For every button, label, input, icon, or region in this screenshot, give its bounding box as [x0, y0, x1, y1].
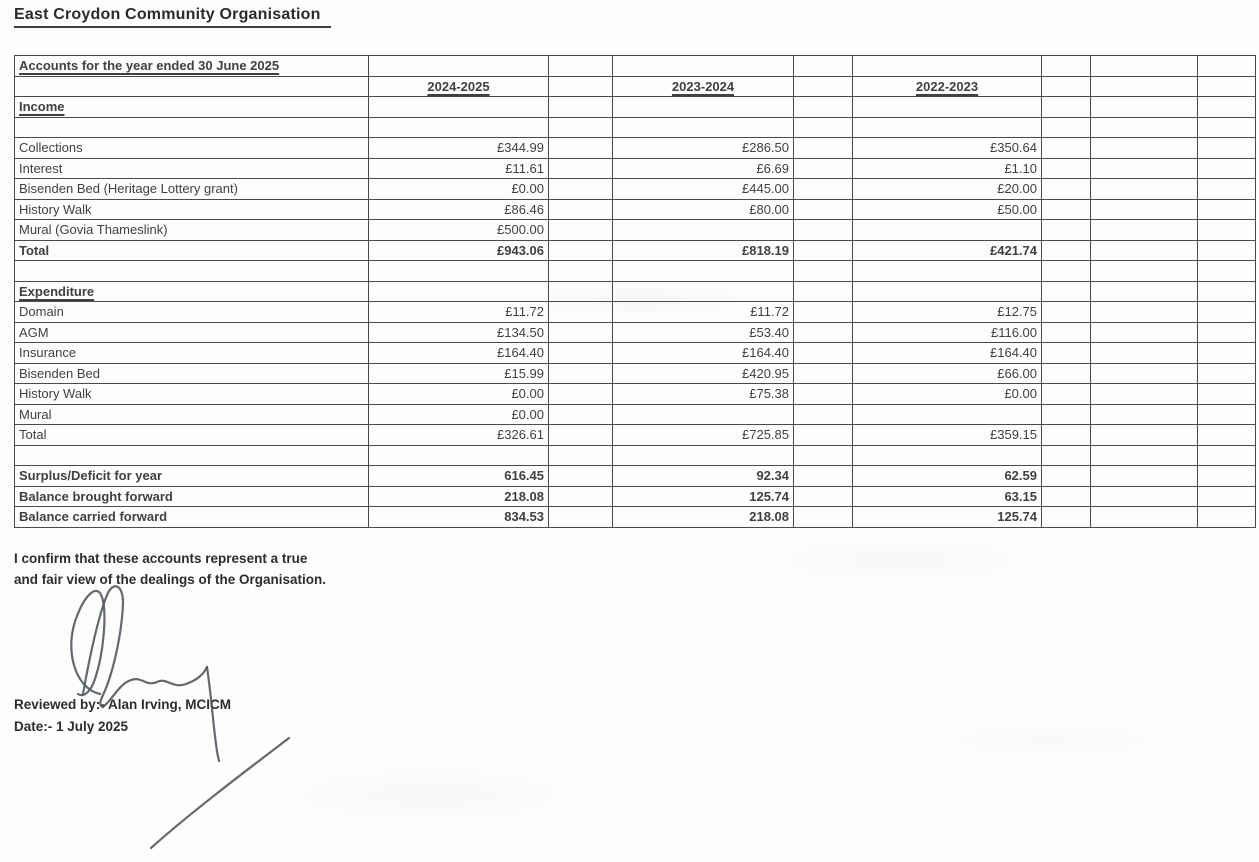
- value-2023-2024: £6.69: [613, 158, 794, 179]
- empty-cell: [549, 404, 613, 425]
- empty-cell: [549, 117, 613, 138]
- empty-cell: [369, 97, 549, 118]
- value-2024-2025: £164.40: [369, 343, 549, 364]
- empty-cell: [1042, 302, 1091, 323]
- empty-cell: [549, 425, 613, 446]
- empty-cell: [794, 486, 853, 507]
- empty-cell: [794, 56, 853, 77]
- value-2024-2025: £15.99: [369, 363, 549, 384]
- value-2022-2023: [853, 404, 1042, 425]
- empty-cell: [369, 56, 549, 77]
- value-2023-2024: £80.00: [613, 199, 794, 220]
- empty-cell: [794, 138, 853, 159]
- empty-cell: [549, 363, 613, 384]
- empty-cell: [549, 302, 613, 323]
- value-2023-2024: [613, 220, 794, 241]
- row-label: AGM: [15, 322, 369, 343]
- empty-cell: [1091, 281, 1198, 302]
- empty-cell: [794, 322, 853, 343]
- empty-cell: [794, 466, 853, 487]
- table-row-expenditure-header: [15, 281, 1256, 302]
- empty-cell: [613, 97, 794, 118]
- table-row-spacer: [15, 261, 1256, 282]
- empty-cell: [1198, 384, 1256, 405]
- empty-cell: [549, 199, 613, 220]
- empty-cell: [549, 179, 613, 200]
- empty-cell: [549, 486, 613, 507]
- confirmation-line-2: and fair view of the dealings of the Organisation.: [14, 572, 327, 587]
- empty-cell: [369, 117, 549, 138]
- value-2024-2025: £11.61: [369, 158, 549, 179]
- value-2022-2023: £116.00: [853, 322, 1042, 343]
- empty-cell: [369, 261, 549, 282]
- table-row-year-headers: [15, 76, 1256, 97]
- empty-cell: [1198, 138, 1256, 159]
- reviewed-by-line: Reviewed by:- Alan Irving, MCICM: [14, 697, 232, 712]
- row-label: Surplus/Deficit for year: [15, 466, 369, 487]
- value-2023-2024: £286.50: [613, 138, 794, 159]
- value-2023-2024: [613, 404, 794, 425]
- income-section-label: Income: [15, 97, 369, 118]
- empty-cell: [15, 445, 369, 466]
- signature-stroke-left-loop: [71, 591, 104, 695]
- row-label: Insurance: [15, 343, 369, 364]
- empty-cell: [1042, 76, 1091, 97]
- value-2022-2023: £1.10: [853, 158, 1042, 179]
- empty-cell: [1042, 466, 1091, 487]
- year-header-2024-2025: 2024-2025: [369, 76, 549, 97]
- empty-cell: [549, 56, 613, 77]
- value-2024-2025: £86.46: [369, 199, 549, 220]
- document-title: East Croydon Community Organisation: [14, 6, 331, 28]
- value-2024-2025: £0.00: [369, 404, 549, 425]
- empty-cell: [1198, 302, 1256, 323]
- value-2022-2023: £0.00: [853, 384, 1042, 405]
- value-2024-2025: £0.00: [369, 384, 549, 405]
- table-row-spacer: [15, 445, 1256, 466]
- empty-cell: [549, 507, 613, 528]
- empty-cell: [1042, 384, 1091, 405]
- table-row-income-item: [15, 158, 1256, 179]
- value-2022-2023: £350.64: [853, 138, 1042, 159]
- table-row-income-item: [15, 138, 1256, 159]
- empty-cell: [1042, 343, 1091, 364]
- table-row-income-item: [15, 220, 1256, 241]
- empty-cell: [549, 281, 613, 302]
- empty-cell: [15, 261, 369, 282]
- empty-cell: [794, 363, 853, 384]
- empty-cell: [1198, 117, 1256, 138]
- empty-cell: [853, 445, 1042, 466]
- empty-cell: [794, 404, 853, 425]
- value-2024-2025: £11.72: [369, 302, 549, 323]
- empty-cell: [1091, 302, 1198, 323]
- empty-cell: [794, 179, 853, 200]
- empty-cell: [1091, 199, 1198, 220]
- row-label: Domain: [15, 302, 369, 323]
- empty-cell: [1198, 507, 1256, 528]
- empty-cell: [1091, 425, 1198, 446]
- empty-cell: [1198, 486, 1256, 507]
- empty-cell: [549, 343, 613, 364]
- empty-cell: [1198, 445, 1256, 466]
- empty-cell: [1042, 117, 1091, 138]
- value-2024-2025: £326.61: [369, 425, 549, 446]
- value-2024-2025: £0.00: [369, 179, 549, 200]
- value-2023-2024: 125.74: [613, 486, 794, 507]
- empty-cell: [613, 117, 794, 138]
- empty-cell: [1198, 363, 1256, 384]
- empty-cell: [794, 97, 853, 118]
- empty-cell: [794, 117, 853, 138]
- empty-cell: [1091, 363, 1198, 384]
- value-2022-2023: £66.00: [853, 363, 1042, 384]
- value-2023-2024: £818.19: [613, 240, 794, 261]
- empty-cell: [1042, 507, 1091, 528]
- row-label: Interest: [15, 158, 369, 179]
- value-2022-2023: 62.59: [853, 466, 1042, 487]
- empty-cell: [549, 138, 613, 159]
- empty-cell: [1198, 322, 1256, 343]
- empty-cell: [1042, 220, 1091, 241]
- empty-cell: [1198, 343, 1256, 364]
- empty-cell: [1091, 384, 1198, 405]
- value-2022-2023: £359.15: [853, 425, 1042, 446]
- value-2024-2025: 834.53: [369, 507, 549, 528]
- empty-cell: [1042, 486, 1091, 507]
- empty-cell: [1198, 179, 1256, 200]
- value-2023-2024: £53.40: [613, 322, 794, 343]
- empty-cell: [1091, 179, 1198, 200]
- empty-cell: [1198, 158, 1256, 179]
- empty-cell: [794, 384, 853, 405]
- empty-cell: [853, 117, 1042, 138]
- value-2024-2025: 218.08: [369, 486, 549, 507]
- value-2022-2023: 63.15: [853, 486, 1042, 507]
- empty-cell: [549, 322, 613, 343]
- value-2022-2023: £421.74: [853, 240, 1042, 261]
- empty-cell: [613, 281, 794, 302]
- empty-cell: [1042, 404, 1091, 425]
- empty-cell: [1042, 179, 1091, 200]
- empty-cell: [794, 240, 853, 261]
- accounts-table: [14, 55, 1256, 528]
- empty-cell: [613, 261, 794, 282]
- value-2024-2025: £134.50: [369, 322, 549, 343]
- empty-cell: [794, 507, 853, 528]
- table-row-surplus-deficit: [15, 466, 1256, 487]
- empty-cell: [15, 117, 369, 138]
- empty-cell: [549, 220, 613, 241]
- table-caption: Accounts for the year ended 30 June 2025: [15, 56, 369, 77]
- empty-cell: [613, 445, 794, 466]
- empty-cell: [1091, 117, 1198, 138]
- empty-cell: [549, 97, 613, 118]
- empty-cell: [1091, 343, 1198, 364]
- signature-stroke-right-loop: [83, 586, 123, 707]
- empty-cell: [613, 56, 794, 77]
- empty-cell: [1042, 363, 1091, 384]
- empty-cell: [1198, 220, 1256, 241]
- table-row-spacer: [15, 117, 1256, 138]
- empty-cell: [853, 281, 1042, 302]
- value-2023-2024: £164.40: [613, 343, 794, 364]
- table-row-expenditure-item: [15, 384, 1256, 405]
- value-2023-2024: £11.72: [613, 302, 794, 323]
- empty-cell: [1091, 404, 1198, 425]
- empty-cell: [549, 384, 613, 405]
- value-2024-2025: £500.00: [369, 220, 549, 241]
- empty-cell: [549, 445, 613, 466]
- year-header-2023-2024: 2023-2024: [613, 76, 794, 97]
- expenditure-section-label: Expenditure: [15, 281, 369, 302]
- empty-cell: [794, 199, 853, 220]
- empty-cell: [1091, 138, 1198, 159]
- empty-cell: [1091, 261, 1198, 282]
- value-2022-2023: [853, 220, 1042, 241]
- value-2022-2023: 125.74: [853, 507, 1042, 528]
- empty-cell: [1091, 220, 1198, 241]
- empty-cell: [1042, 158, 1091, 179]
- empty-cell: [1198, 56, 1256, 77]
- empty-cell: [853, 97, 1042, 118]
- empty-cell: [1042, 445, 1091, 466]
- value-2022-2023: £164.40: [853, 343, 1042, 364]
- date-line: Date:- 1 July 2025: [14, 719, 129, 734]
- empty-cell: [1042, 322, 1091, 343]
- empty-cell: [1198, 76, 1256, 97]
- empty-cell: [369, 445, 549, 466]
- row-label: History Walk: [15, 384, 369, 405]
- row-label: Balance carried forward: [15, 507, 369, 528]
- empty-cell: [794, 302, 853, 323]
- empty-cell: [549, 466, 613, 487]
- row-label: Collections: [15, 138, 369, 159]
- empty-cell: [1091, 97, 1198, 118]
- empty-cell: [1042, 240, 1091, 261]
- empty-cell: [549, 158, 613, 179]
- row-label: Total: [15, 425, 369, 446]
- empty-cell: [1042, 199, 1091, 220]
- empty-cell: [549, 76, 613, 97]
- table-row-expenditure-item: [15, 322, 1256, 343]
- confirmation-line-1: I confirm that these accounts represent a true: [14, 551, 308, 566]
- table-row-caption: [15, 56, 1256, 77]
- table-row-expenditure-item: [15, 302, 1256, 323]
- confirmation-statement: [14, 548, 326, 590]
- value-2023-2024: £75.38: [613, 384, 794, 405]
- empty-cell: [794, 281, 853, 302]
- empty-cell: [1091, 56, 1198, 77]
- empty-cell: [1091, 466, 1198, 487]
- empty-cell: [1091, 507, 1198, 528]
- empty-cell: [853, 56, 1042, 77]
- value-2023-2024: 218.08: [613, 507, 794, 528]
- empty-cell: [1198, 425, 1256, 446]
- table-row-balance-brought-forward: [15, 486, 1256, 507]
- table-row-income-item: [15, 199, 1256, 220]
- empty-cell: [794, 158, 853, 179]
- empty-cell: [1198, 261, 1256, 282]
- empty-cell: [1042, 281, 1091, 302]
- year-header-2022-2023: 2022-2023: [853, 76, 1042, 97]
- value-2022-2023: £20.00: [853, 179, 1042, 200]
- empty-cell: [1198, 281, 1256, 302]
- value-2024-2025: £344.99: [369, 138, 549, 159]
- value-2023-2024: £420.95: [613, 363, 794, 384]
- empty-cell: [1091, 240, 1198, 261]
- empty-cell: [794, 343, 853, 364]
- value-2023-2024: 92.34: [613, 466, 794, 487]
- empty-cell: [1091, 486, 1198, 507]
- empty-cell: [1042, 425, 1091, 446]
- empty-cell: [1042, 97, 1091, 118]
- table-row-expenditure-item: [15, 404, 1256, 425]
- value-2023-2024: £725.85: [613, 425, 794, 446]
- table-row-expenditure-total: [15, 425, 1256, 446]
- empty-cell: [853, 261, 1042, 282]
- row-label: Mural (Govia Thameslink): [15, 220, 369, 241]
- empty-cell: [15, 76, 369, 97]
- signature-stroke-slash: [151, 738, 289, 848]
- empty-cell: [549, 240, 613, 261]
- table-row-income-item: [15, 179, 1256, 200]
- empty-cell: [794, 76, 853, 97]
- value-2024-2025: £943.06: [369, 240, 549, 261]
- row-label: Balance brought forward: [15, 486, 369, 507]
- empty-cell: [1198, 404, 1256, 425]
- empty-cell: [794, 261, 853, 282]
- empty-cell: [1091, 158, 1198, 179]
- empty-cell: [1091, 322, 1198, 343]
- empty-cell: [369, 281, 549, 302]
- row-label: Bisenden Bed (Heritage Lottery grant): [15, 179, 369, 200]
- table-row-expenditure-item: [15, 363, 1256, 384]
- empty-cell: [1198, 240, 1256, 261]
- empty-cell: [794, 220, 853, 241]
- empty-cell: [549, 261, 613, 282]
- empty-cell: [794, 445, 853, 466]
- table-row-income-total: [15, 240, 1256, 261]
- empty-cell: [1198, 97, 1256, 118]
- empty-cell: [1091, 445, 1198, 466]
- empty-cell: [1042, 261, 1091, 282]
- row-label: Total: [15, 240, 369, 261]
- table-row-income-header: [15, 97, 1256, 118]
- table-row-expenditure-item: [15, 343, 1256, 364]
- row-label: History Walk: [15, 199, 369, 220]
- empty-cell: [1042, 56, 1091, 77]
- value-2022-2023: £50.00: [853, 199, 1042, 220]
- row-label: Mural: [15, 404, 369, 425]
- empty-cell: [1091, 76, 1198, 97]
- row-label: Bisenden Bed: [15, 363, 369, 384]
- empty-cell: [794, 425, 853, 446]
- value-2024-2025: 616.45: [369, 466, 549, 487]
- table-row-balance-carried-forward: [15, 507, 1256, 528]
- value-2023-2024: £445.00: [613, 179, 794, 200]
- empty-cell: [1042, 138, 1091, 159]
- review-block: [14, 694, 231, 738]
- empty-cell: [1198, 466, 1256, 487]
- value-2022-2023: £12.75: [853, 302, 1042, 323]
- empty-cell: [1198, 199, 1256, 220]
